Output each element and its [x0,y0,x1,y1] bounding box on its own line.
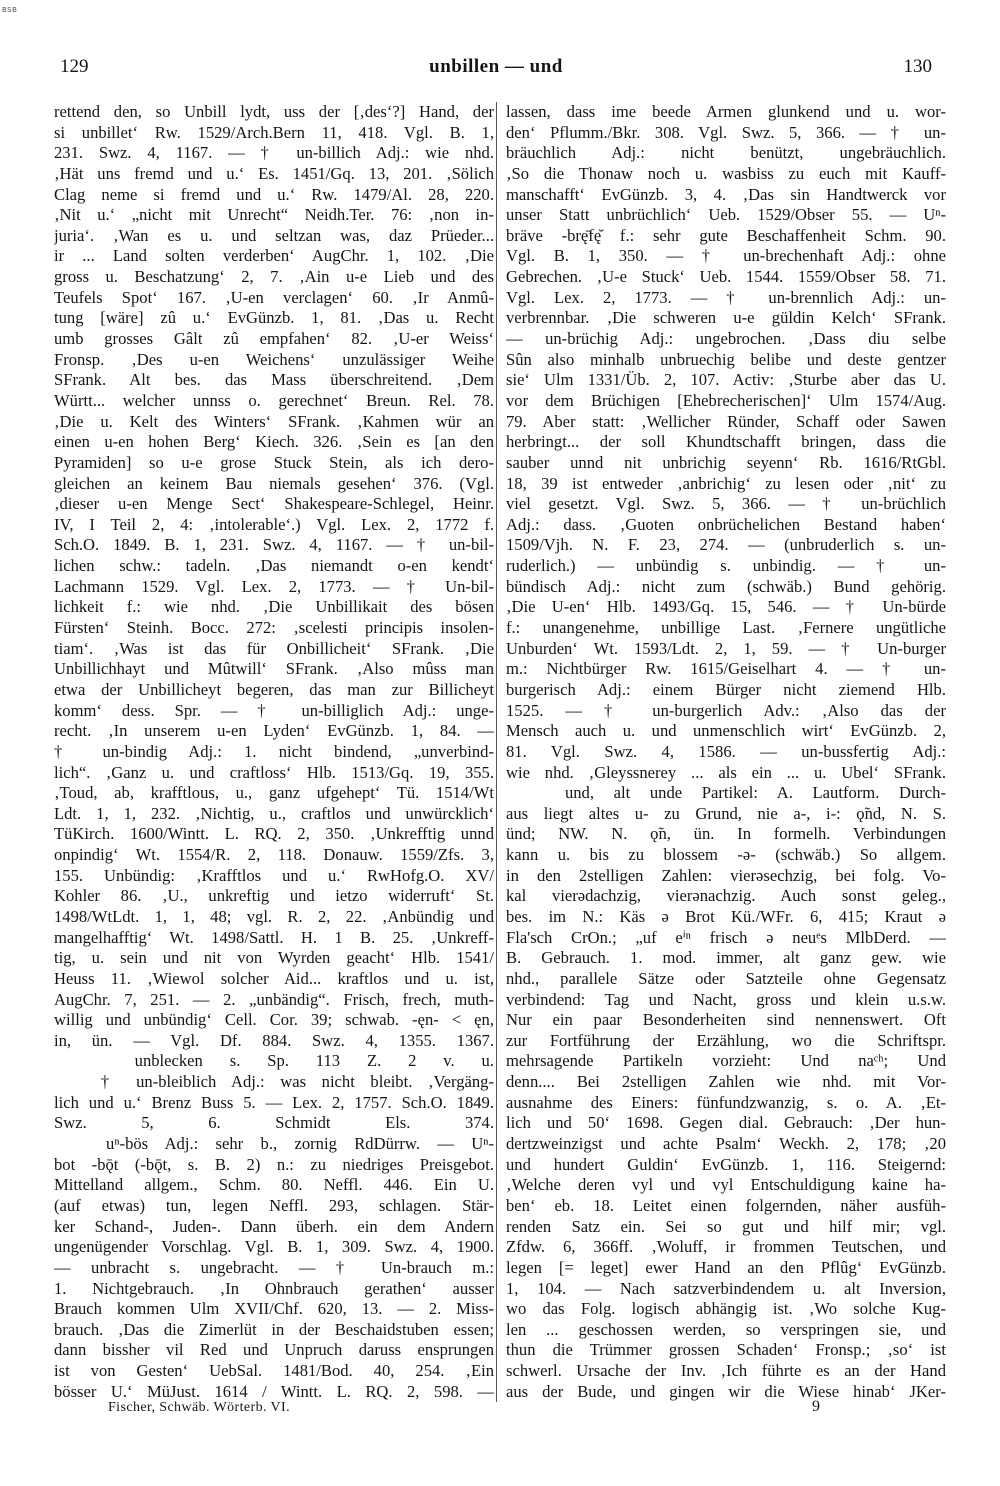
text-line: sie‘ Ulm 1331/Üb. 2, 107. Activ: ‚Sturbe aber das U. [506,370,946,390]
text-line: Unburden‘ Wt. 1593/Ldt. 2, 1, 59. — † Un-burger [506,638,946,658]
text-line: IV, I Teil 2, 4: ‚intolerable‘.) Vgl. Lex. 2, 1772 f. [54,514,494,534]
text-line: lich und u.‘ Brenz Buss 5. — Lex. 2, 1757. Sch.O. 1849. [54,1092,494,1112]
text-line: lichkeit f.: wie nhd. ‚Die Unbillikait des bösen [54,597,494,617]
text-line: Württ... welcher unnss o. gerechnet‘ Breun. Rel. 78. [54,390,494,410]
footer-signature: Fischer, Schwäb. Wörterb. VI. [108,1400,290,1415]
text-line: 1498/WtLdt. 1, 1, 48; vgl. R. 2, 22. ‚Anbündig und [54,906,494,926]
page-number-left: 129 [60,56,89,77]
text-line: ist von Gesten‘ UebSal. 1481/Bod. 40, 254. ‚Ein [54,1361,494,1381]
text-line: ‚Toud, ab, krafftlous, u., ganz ufgehept‘ Tü. 1514/Wt [54,783,494,803]
text-line: lassen, dass ime beede Armen glunkend und u. wor- [506,102,946,121]
text-line: si unbillet‘ Rw. 1529/Arch.Bern 11, 418. Vgl. B. 1, [54,122,494,142]
text-line: bot -bǭt (-bǭt, s. B. 2) n.: zu niedriges Preisgebot. [54,1154,494,1174]
text-line: len ... geschossen werden, so verspringen sie, und [506,1319,946,1339]
text-line: B. Gebrauch. 1. mod. immer, alt ganz gew. wie [506,948,946,968]
text-line: tung [wäre] zû u.‘ EvGünzb. 1, 81. ‚Das u. Recht [54,308,494,328]
text-line: Adj.: dass. ‚Guoten onbrüchelichen Bestand haben‘ [506,514,946,534]
text-line: viel gesetzt. Vgl. Swz. 5, 366. — † un-brüchlich [506,494,946,514]
text-line: etwa der Unbillicheyt begeren, das man zur Billicheyt [54,679,494,699]
text-line: und, alt unde Partikel: A. Lautform. Durch- [506,783,946,803]
text-line: Heuss 11. ‚Wiewol solcher Aid... kraftlos und u. ist, [54,968,494,988]
text-line: m.: Nichtbürger Rw. 1615/Geiselhart 4. — † un- [506,659,946,679]
text-line: juria‘. ‚Wan es u. und seltzan was, daz Prüeder... [54,225,494,245]
text-line: mehrsagende Partikeln vorzieht: Und naᶜʰ; Und [506,1051,946,1071]
text-line: 155. Unbündig: ‚Krafftlos und u.‘ RwHofg.O. XV/ [54,865,494,885]
text-line: rettend den, so Unbill lydt, uss der [‚des‘?] Hand, der [54,102,494,121]
text-line: (auf etwas) tun, legen Neffl. 293, schlagen. Stär- [54,1195,494,1215]
text-line: manschafft‘ EvGünzb. 3, 4. ‚Das sin Handtwerck vor [506,184,946,204]
text-line: ausnahme des Einers: fünfundzwanzig, s. o. A. ‚Et- [506,1092,946,1112]
text-line: Swz. 5, 6. Schmidt Els. 374. [54,1113,494,1133]
text-line: einen u-en hohen Berg‘ Kiech. 326. ‚Sein es [an den [54,432,494,452]
text-line: bräve -brę̄fę̆ f.: sehr gute Beschaffenheit Schm. 90. [506,225,946,245]
text-line: dertzweinzigst und achte Psalm‘ Weckh. 2, 178; ‚20 [506,1134,946,1154]
text-line: Ldt. 1, 1, 232. ‚Nichtig, u., craftlos und unwürcklich‘ [54,803,494,823]
text-line: verbrennbar. ‚Die schweren u-e güldin Kelch‘ SFrank. [506,308,946,328]
text-line: 79. Aber statt: ‚Wellicher Ründer, Schaff oder Sawen [506,411,946,431]
text-line: Zfdw. 6, 366ff. ‚Woluff, ir frommen Teutschen, und [506,1237,946,1257]
text-line: ‚Die U-en‘ Hlb. 1493/Gq. 15, 546. — † Un-bürde [506,597,946,617]
text-line: mangelhafftig‘ Wt. 1498/Sattl. H. 1 B. 25. ‚Unkreff- [54,927,494,947]
text-line: ‚Hät uns fremd und u.‘ Es. 1451/Gq. 13, 201. ‚Sölich [54,163,494,183]
text-line: Sûn also minhalb unbruechig belibe und deste gentzer [506,349,946,369]
text-line: recht. ‚In unserem u-en Lyden‘ EvGünzb. 1, 84. — [54,721,494,741]
text-line: Kohler 86. ‚U., unkreftig und ietzo widerruft‘ St. [54,886,494,906]
text-line: ‚Welche deren vyl und vyl Entschuldigung kaine ha- [506,1175,946,1195]
text-line: TüKirch. 1600/Wintt. L. RQ. 2, 350. ‚Unkrefftig unnd [54,824,494,844]
text-line: und hundert Guldin‘ EvGünzb. 1, 116. Steigernd: [506,1154,946,1174]
text-line: ünd; NW. N. ǫ̃n, ün. In formelh. Verbindungen [506,824,946,844]
text-line: bes. im N.: Käs ə Brot Kü./WFr. 6, 415; Kraut ə [506,906,946,926]
text-line: ker Schand-, Juden-. Dann überh. ein dem Andern [54,1216,494,1236]
text-line: 231. Swz. 4, 1167. — † un-billich Adj.: wie nhd. [54,143,494,163]
text-line: — un-brüchig Adj.: ungebrochen. ‚Dass diu selbe [506,329,946,349]
text-line: vor dem Brüchigen [Ehebrecherischen]‘ Ulm 1574/Aug. [506,390,946,410]
text-line: Brauch kommen Ulm XVII/Chf. 620, 13. — 2. Miss- [54,1299,494,1319]
text-line: Nur ein paar Besonderheiten sind nennenswert. Oft [506,1010,946,1030]
text-line: Clag neme si fremd und u.‘ Rw. 1479/Al. 28, 220. [54,184,494,204]
footer-sheet-number: 9 [812,1398,820,1415]
text-line: Pyramiden] so u-e grose Stuck Stein, als ich dero- [54,452,494,472]
text-line: kal vierədachzig, vierənachzig. Auch sonst geleg., [506,886,946,906]
text-line: ben‘ eb. 18. Leitet einen folgernden, näher ausfüh- [506,1195,946,1215]
text-line: dann bissher vil Red und Unpruch daruss ensprungen [54,1340,494,1360]
text-line: 1, 104. — Nach satzverbindendem u. alt Inversion, [506,1278,946,1298]
text-line: verbindend: Tag und Nacht, gross und klein u.s.w. [506,989,946,1009]
text-line: Vgl. Lex. 2, 1773. — † un-brennlich Adj.: un- [506,287,946,307]
text-line: bündisch Adj.: nicht zum (schwäb.) Bund gehörig. [506,576,946,596]
text-line: Sch.O. 1849. B. 1, 231. Swz. 4, 1167. — † un-bil- [54,535,494,555]
text-line: in, ün. — Vgl. Df. 884. Swz. 4, 1355. 1367. [54,1030,494,1050]
text-line: † un-bleiblich Adj.: was nicht bleibt. ‚Vergäng- [54,1072,494,1092]
text-line: willig und unbündig‘ Cell. Cor. 39; schwab. -ęn- < ęn, [54,1010,494,1030]
text-line: herbringt... der soll Khundtschafft bringen, dass die [506,432,946,452]
text-line: in den 2stelligen Zahlen: vierəsechzig, bei folg. Vo- [506,865,946,885]
library-stamp: BSB [2,6,18,14]
text-line: kann u. bis zu blossem -ə- (schwäb.) So allgem. [506,845,946,865]
text-line: tig, u. sein und nit von Wyrden geacht‘ Hlb. 1541/ [54,948,494,968]
text-line: ir ... Land solten verderben‘ AugChr. 1, 102. ‚Die [54,246,494,266]
text-line: ruderlich.) — unbündig s. unbindig. — † un- [506,556,946,576]
column-divider [496,102,497,1402]
text-line: — unbracht s. ungebracht. — † Un-brauch m.: [54,1257,494,1277]
text-line: 81. Vgl. Swz. 4, 1586. — un-bussfertig Adj.: [506,741,946,761]
text-line: tiam‘. ‚Was ist das für Onbillicheit‘ SFrank. ‚Die [54,638,494,658]
text-line: aus der Bude, und gingen wir die Wiese hinab‘ JKer- [506,1381,946,1401]
text-line: nhd., parallele Sätze oder Satzteile ohne Gegensatz [506,968,946,988]
text-line: denn.... Bei 2stelligen Zahlen wie nhd. mit Vor- [506,1072,946,1092]
text-line: ‚dieser u-en Menge Sect‘ Shakespeare-Schlegel, Heinr. [54,494,494,514]
text-line: legen [= leget] ewer Hand an den Pflûg‘ EvGünzb. [506,1257,946,1277]
text-line: Teufels Spot‘ 167. ‚U-en verclagen‘ 60. ‚Ir Anmû- [54,287,494,307]
text-line: ungenügender Vorschlag. Vgl. B. 1, 309. Swz. 4, 1900. [54,1237,494,1257]
text-line: wie nhd. ‚Gleyssnerey ... als ein ... u. Ubel‘ SFrank. [506,762,946,782]
text-line: burgerisch Adj.: einem Bürger nicht ziemend Hlb. [506,679,946,699]
text-line: Fronsp. ‚Des u-en Weichens‘ unzulässiger Weihe [54,349,494,369]
text-line: Fürsten‘ Steinh. Bocc. 272: ‚scelesti principis insolen- [54,618,494,638]
left-column [54,102,494,1402]
text-line: Mensch auch u. und unmenschlich wirt‘ EvGünzb. 2, [506,721,946,741]
text-line: wo das Folg. logisch abhängig ist. ‚Wo solche Kug- [506,1299,946,1319]
text-line: 1509/Vjh. N. F. 23, 274. — (unbruderlich s. un- [506,535,946,555]
text-line: Fla'sch CrOn.; „uf eⁱⁿ frisch ə neuᵉs MlbDerd. — [506,927,946,947]
text-line: unblecken s. Sp. 113 Z. 2 v. u. [54,1051,494,1071]
text-line: bösser U.‘ MüJust. 1614 / Wintt. L. RQ. 2, 598. — [54,1381,494,1401]
text-line: den‘ Pflumm./Bkr. 308. Vgl. Swz. 5, 366. — † un- [506,122,946,142]
text-line: Lachmann 1529. Vgl. Lex. 2, 1773. — † Un-bil- [54,576,494,596]
text-line: unser Statt unbrüchlich‘ Ueb. 1529/Obser 55. — Uⁿ- [506,205,946,225]
text-line: schwerl. Ursache der Inv. ‚Ich führte es an der Hand [506,1361,946,1381]
text-line: AugChr. 7, 251. — 2. „unbändig“. Frisch, frech, muth- [54,989,494,1009]
text-line: uⁿ-bös Adj.: sehr b., zornig RdDürrw. — Uⁿ- [54,1134,494,1154]
text-line: lich“. ‚Ganz u. und craftloss‘ Hlb. 1513/Gq. 19, 355. [54,762,494,782]
text-line: renden Satz ein. Sei so gut und hilf mir; vgl. [506,1216,946,1236]
text-line: sauber unnd nit unbrichig seyenn‘ Rb. 1616/RtGbl. [506,452,946,472]
text-line: † un-bindig Adj.: 1. nicht bindend, „unverbind- [54,741,494,761]
text-line: Vgl. B. 1, 350. — † un-brechenhaft Adj.: ohne [506,246,946,266]
running-title: unbillen — und [429,56,563,77]
text-line: Gebrechen. ‚U-e Stuck‘ Ueb. 1544. 1559/Obser 58. 71. [506,267,946,287]
text-line: Unbillichhayt und Mûtwill‘ SFrank. ‚Also mûss man [54,659,494,679]
text-line: 1. Nichtgebrauch. ‚In Ohnbrauch gerathen‘ ausser [54,1278,494,1298]
text-line: thun die Trümmer grossen Schaden‘ Fronsp.; ‚so‘ ist [506,1340,946,1360]
text-line: aus liegt altes u- zu Grund, nie a-, i-: ǫ̃nd, N. S. [506,803,946,823]
text-line: f.: unangenehme, unbillige Last. ‚Fernere ungütliche [506,618,946,638]
text-line: brauch. ‚Das die Zimerlüt in der Beschaidstuben essen; [54,1319,494,1339]
page-number-right: 130 [903,56,932,77]
text-line: 18, 39 ist entweder ‚anbrichig‘ zu lesen oder ‚nit‘ zu [506,473,946,493]
right-column [506,102,946,1402]
text-line: lich und 50‘ 1698. Gegen dial. Gebrauch: ‚Der hun- [506,1113,946,1133]
text-line: umb grosses Gâlt zû empfahen‘ 82. ‚U-er Weiss‘ [54,329,494,349]
text-line: ‚So die Thonaw noch u. wasbiss zu euch mit Kauff- [506,163,946,183]
text-line: lichen schw.: tadeln. ‚Das niemandt o-en kendt‘ [54,556,494,576]
text-line: SFrank. Alt bes. das Mass überschreitend. ‚Dem [54,370,494,390]
text-line: ‚Nit u.‘ „nicht mit Unrecht“ Neidh.Ter. 76: ‚non in- [54,205,494,225]
text-line: bräuchlich Adj.: nicht benützt, ungebräuchlich. [506,143,946,163]
text-line: zur Fortführung der Erzählung, wo die Schriftspr. [506,1030,946,1050]
text-line: komm‘ dess. Spr. — † un-billiglich Adj.: unge- [54,700,494,720]
page-header [60,56,932,82]
text-line: gleichen an keinem Bau niemals gesehen‘ 376. (Vgl. [54,473,494,493]
text-line: ‚Die u. Kelt des Winters‘ SFrank. ‚Kahmen wür an [54,411,494,431]
text-line: gross u. Beschatzung‘ 2, 7. ‚Ain u-e Lieb und des [54,267,494,287]
text-line: onpindig‘ Wt. 1554/R. 2, 118. Donauw. 1559/Zfs. 3, [54,845,494,865]
text-line: 1525. — † un-burgerlich Adv.: ‚Also das der [506,700,946,720]
text-line: Mittelland allgem., Schm. 80. Neffl. 446. Ein U. [54,1175,494,1195]
